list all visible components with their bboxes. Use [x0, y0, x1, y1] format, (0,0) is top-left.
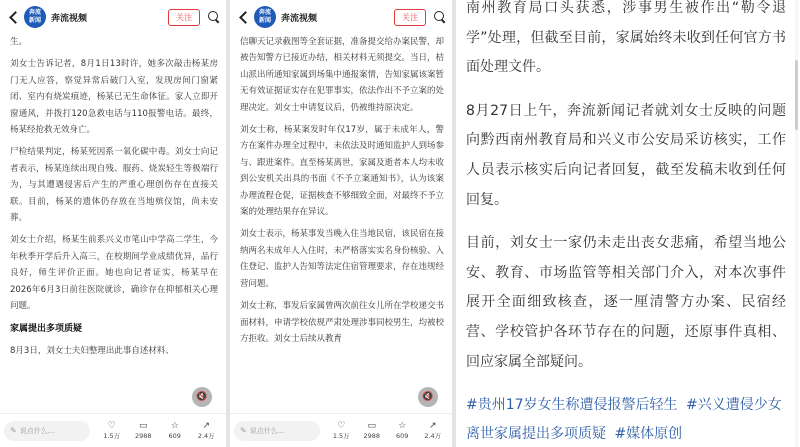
scrollbar-thumb[interactable]: [795, 60, 798, 130]
article-header: [230, 0, 452, 34]
section-heading: 家属提出多项质疑: [10, 323, 83, 334]
mute-icon[interactable]: 🔇: [192, 387, 212, 407]
back-arrow-icon[interactable]: [236, 10, 250, 24]
paragraph: 刘女士表示，杨某事发当晚入住当地民宿，该民宿在接纳两名未成年人入住时，未严格落实实名身份核验、入住登记、监护人告知等法定住宿管理要求，存在违规经营问题。: [240, 229, 444, 289]
pen-icon: ✎: [10, 426, 17, 435]
favorite-button[interactable]: ☆ 609: [168, 420, 181, 440]
paragraph: 8月3日，刘女士夫妇整理出此事自述材料、: [10, 345, 174, 356]
account-logo[interactable]: 奔流 新闻: [24, 6, 46, 28]
paragraph: 8月27日上午，奔流新闻记者就刘女士反映的问题向黔西南州教育局和兴义市公安局采访核实，工作人员表示核实后向记者回复，截至发稿未收到任何回复。: [466, 102, 786, 208]
like-button[interactable]: ♡ 1.5万: [103, 420, 121, 440]
paragraph: 南州教育局口头获悉，涉事男生被作出“勒令退学”处理，但截至目前，家属始终未收到任何官方书面处理文件。: [466, 0, 786, 76]
search-icon[interactable]: [434, 11, 446, 23]
article-body: [240, 34, 444, 413]
paragraph: 尸检结果判定，杨某死因系一氧化碳中毒。刘女士向记者表示，杨某连续出现自残、服药、烧炭轻生等极端行为，与其遭遇侵害后产生的严重心理创伤存在直接关联。目前，杨某的遗体仍存放在当地殡仪馆，尚未安葬。: [10, 147, 218, 224]
account-logo[interactable]: 奔流 新闻: [254, 6, 276, 28]
paragraph: 刘女士称，事发后家属曾两次前往女儿所在学校递交书面材料，申请学校依规严肃处理涉事同校男生，均被校方拒收。刘女士后续从教育: [240, 301, 444, 344]
comment-input[interactable]: ✎ 说点什么...: [234, 421, 320, 441]
favorite-button[interactable]: ☆ 609: [396, 420, 409, 440]
account-name[interactable]: 奔流视频: [281, 13, 318, 24]
article-panel-left: [0, 0, 226, 447]
comment-icon: ▭: [367, 420, 376, 431]
search-icon[interactable]: [208, 11, 220, 23]
comment-button[interactable]: ▭ 2988: [363, 420, 381, 440]
share-icon: ↗: [428, 420, 437, 431]
paragraph: 目前，刘女士一家仍未走出丧女悲痛，希望当地公安、教育、市场监管等相关部门介入，对本次事件展开全面细致核查，逐一厘清警方办案、民宿经营、学校管护各环节存在的问题，还原事件真相、回应家属全部疑问。: [466, 235, 786, 370]
star-icon: ☆: [170, 420, 179, 431]
account-name[interactable]: 奔流视频: [51, 13, 88, 24]
paragraph: 刘女士介绍，杨某生前系兴义市笔山中学高二学生，今年秋季开学后升入高三，在校期间学业成绩优异，品行良好，师生评价正面。她也向记者证实，杨某早在2026年6月3日前往医院就诊，确诊存在抑郁相关心理问题。: [10, 235, 218, 312]
like-button[interactable]: ♡ 1.5万: [332, 420, 350, 440]
share-icon: ↗: [202, 420, 211, 431]
paragraph: 信聊天记录截图等全套证据，准备提交给办案民警，却被告知警方已接近办结，相关材料无须提交。当日，桔山派出所通知家属到场集中通报案情，告知家属该案暂无有效证据证实存在犯罪事实，依法作出不予立案的处理决定。刘女士申请复议后，仍被维持原决定。: [240, 37, 444, 113]
article-body-zoomed: [466, 0, 786, 447]
action-bar: [230, 413, 452, 447]
comment-input[interactable]: ✎ 说点什么...: [4, 421, 90, 441]
share-button[interactable]: ↗ 2.4万: [424, 420, 442, 440]
follow-button[interactable]: 关注: [168, 9, 200, 26]
article-panel-right: [456, 0, 800, 447]
comment-button[interactable]: ▭ 2988: [134, 420, 152, 440]
article-body: [10, 34, 218, 413]
share-button[interactable]: ↗ 2.4万: [197, 420, 215, 440]
star-icon: ☆: [398, 420, 407, 431]
comment-icon: ▭: [138, 420, 148, 431]
mute-icon[interactable]: 🔇: [418, 387, 438, 407]
hashtag-link[interactable]: #媒体原创: [614, 426, 683, 443]
hashtag-link[interactable]: #贵州17岁女生称遭侵报警后轻生: [466, 397, 678, 414]
paragraph: 刘女士告诉记者，8月1日13时许，她多次敲击杨某房门无人应答，察觉异常后破门入室，发现房间门窗紧闭、室内有烧炭痕迹，杨某已无生命体征。家人立即开窗通风，并拨打120急救电话与110报警电话。最终，杨某经抢救无效身亡。: [10, 59, 218, 136]
article-header: [0, 0, 226, 34]
heart-icon: ♡: [107, 420, 116, 431]
action-bar: [0, 413, 226, 447]
paragraph: 刘女士称，杨某案发时年仅17岁，属于未成年人，警方在案件办理全过程中，未依法及时通知监护人到场参与、跟进案件。直至杨某离世，家属及逝者本人均未收到公安机关出具的书面《不予立案通知书》，认为该案办理流程仓促，证据核查不够细致全面，对最终不予立案的处理结果存在异议。: [240, 125, 444, 218]
back-arrow-icon[interactable]: [6, 10, 20, 24]
hashtag-link[interactable]: #兴义遭侵少女离世家属提出多项质疑: [466, 397, 782, 443]
pen-icon: ✎: [240, 426, 247, 435]
follow-button[interactable]: 关注: [394, 9, 426, 26]
article-panel-middle: [230, 0, 452, 447]
paragraph: 生。: [10, 37, 28, 47]
hashtag-list: [466, 391, 786, 447]
heart-icon: ♡: [337, 420, 346, 431]
